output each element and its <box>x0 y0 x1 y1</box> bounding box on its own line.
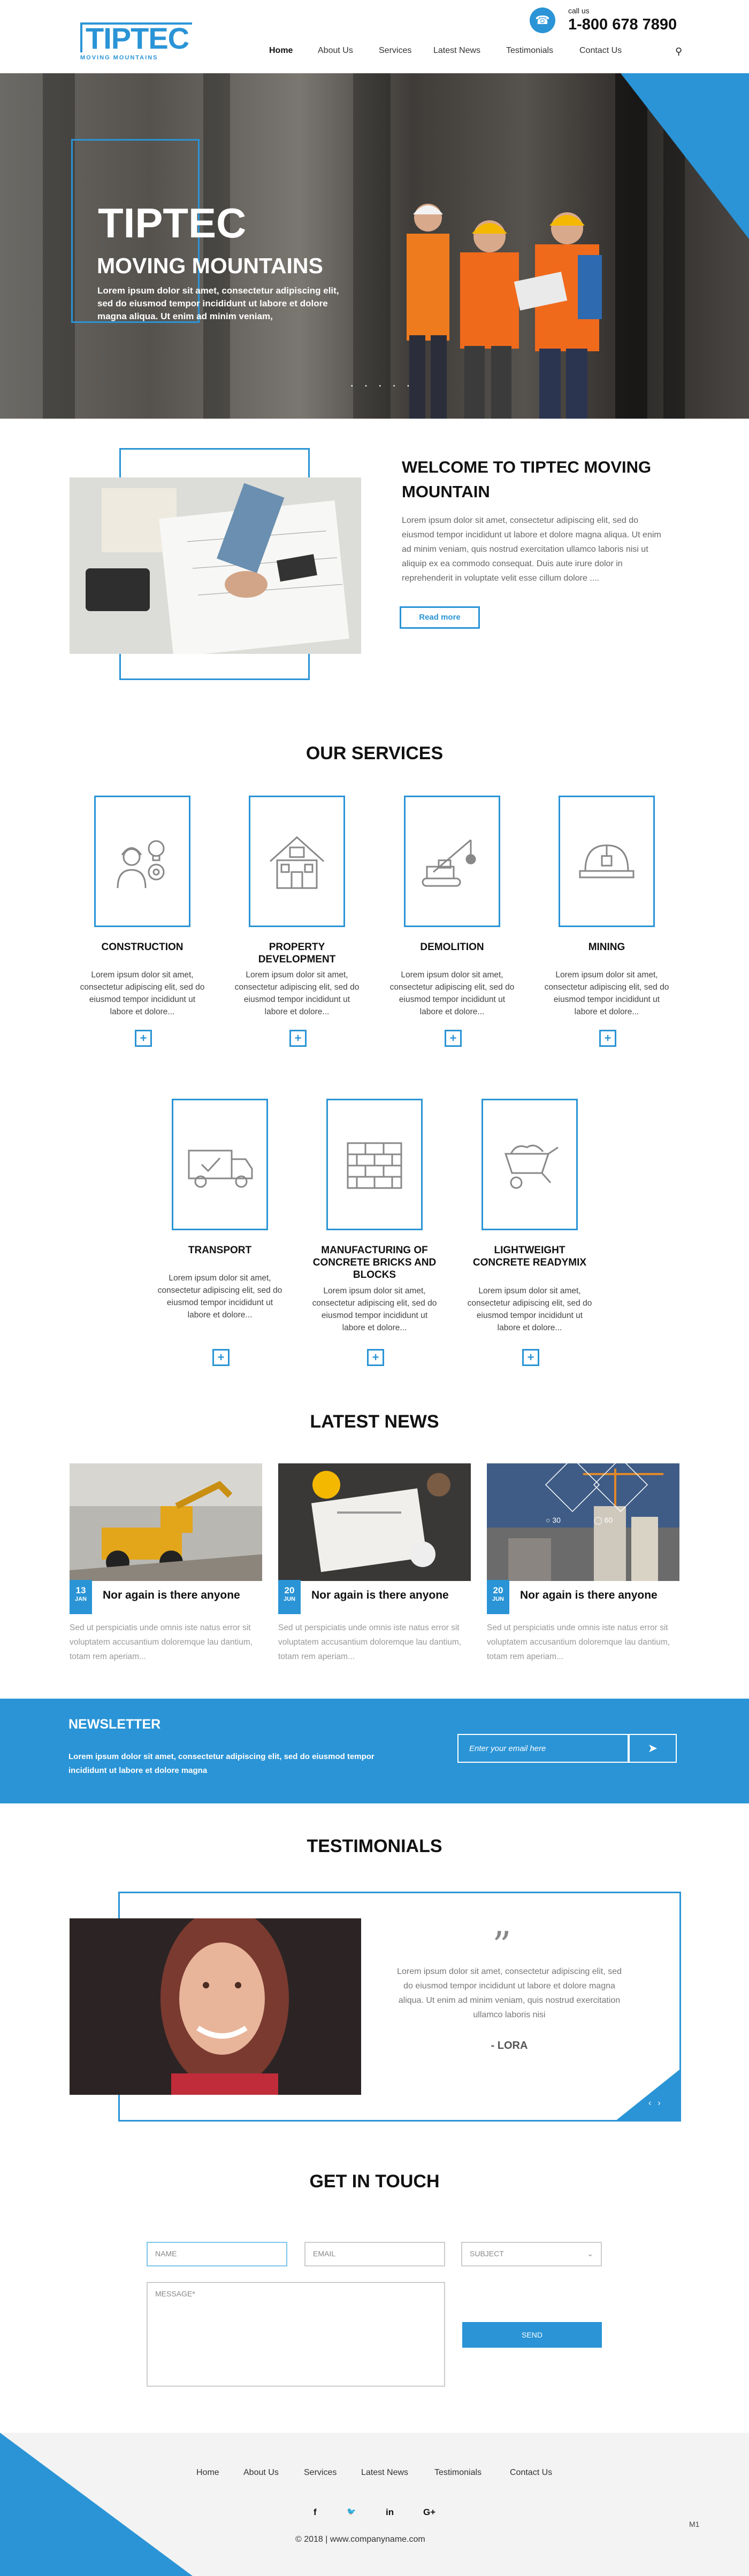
service-title: TRANSPORT <box>188 1245 252 1256</box>
service-more-button[interactable]: + <box>522 1349 539 1366</box>
hero-text: Lorem ipsum dolor sit amet, consectetur adipiscing elit, sed do eiusmod tempor incididunt ut labore et dolore magna aliqua. Ut enim ad minim veniam, <box>97 286 339 321</box>
chevron-down-icon: ⌄ <box>587 2249 593 2258</box>
news-date: 20 JUN <box>487 1580 509 1614</box>
news-date: 20 JUN <box>278 1580 301 1614</box>
testimonial-text: Lorem ipsum dolor sit amet, consectetur adipiscing elit, sed do eiusmod tempor incididunt ut labore et dolore magna aliqua. Ut enim ad minim veniam, quis nostrud exercitation ullamco laboris nisi <box>397 1967 622 2019</box>
footer-corner-accent <box>0 2433 193 2576</box>
linkedin-icon[interactable]: in <box>386 2507 394 2517</box>
search-icon[interactable]: ⚲ <box>675 46 683 57</box>
service-text: Lorem ipsum dolor sit amet, consectetur adipiscing elit, sed do eiusmod tempor incididunt ut labore et dolore... <box>312 1286 437 1332</box>
service-more-button[interactable]: + <box>289 1030 307 1047</box>
nav-services[interactable]: Services <box>379 46 412 55</box>
email-input[interactable]: EMAIL <box>304 2242 445 2266</box>
service-title: MINING <box>588 942 625 953</box>
facebook-icon[interactable]: f <box>314 2507 317 2517</box>
quote-icon: ” <box>492 1924 511 1968</box>
service-title: CONSTRUCTION <box>101 942 184 953</box>
service-text: Lorem ipsum dolor sit amet, consectetur adipiscing elit, sed do eiusmod tempor incididunt ut labore et dolore... <box>157 1274 282 1320</box>
service-more-button[interactable]: + <box>135 1030 152 1047</box>
phone-icon: ☎ <box>530 7 555 33</box>
send-arrow-icon[interactable]: ➤ <box>629 1734 677 1763</box>
welcome-title: WELCOME TO TIPTEC MOVING MOUNTAIN <box>402 458 652 501</box>
service-more-button[interactable]: + <box>212 1349 230 1366</box>
twitter-icon[interactable]: 🐦 <box>347 2507 356 2516</box>
service-text: Lorem ipsum dolor sit amet, consectetur adipiscing elit, sed do eiusmod tempor incididunt ut labore et dolore... <box>80 970 205 1016</box>
comments-icon: ○ 30 <box>546 1516 561 1524</box>
service-title: LIGHTWEIGHT CONCRETE READYMIX <box>472 1245 587 1268</box>
newsletter-section <box>0 1699 749 1803</box>
footer-nav-latest-news[interactable]: Latest News <box>361 2468 409 2477</box>
service-text: Lorem ipsum dolor sit amet, consectetur adipiscing elit, sed do eiusmod tempor incididunt ut labore et dolore... <box>467 1286 592 1332</box>
service-text: Lorem ipsum dolor sit amet, consectetur adipiscing elit, sed do eiusmod tempor incididunt ut labore et dolore... <box>389 970 515 1016</box>
testimonial-corner-accent <box>615 2070 679 2121</box>
construction-icon[interactable] <box>94 796 190 927</box>
testimonial-author: - LORA <box>491 2040 528 2051</box>
footer-nav-home[interactable]: Home <box>196 2468 219 2477</box>
phone-number[interactable]: 1-800 678 7890 <box>568 16 677 33</box>
copyright: © 2018 | www.companyname.com <box>295 2535 425 2544</box>
footer-nav-contact[interactable]: Contact Us <box>510 2468 553 2477</box>
service-text: Lorem ipsum dolor sit amet, consectetur adipiscing elit, sed do eiusmod tempor incididunt ut labore et dolore... <box>234 970 360 1016</box>
newsletter-email-input[interactable] <box>457 1734 629 1763</box>
subject-select[interactable]: SUBJECT ⌄ <box>461 2242 602 2266</box>
news-headline[interactable]: Nor again is there anyone <box>520 1589 658 1601</box>
testimonial-photo <box>70 1918 361 2095</box>
call-label: call us <box>568 6 590 15</box>
next-arrow-icon[interactable]: › <box>658 2099 667 2108</box>
news-excerpt: Sed ut perspiciatis unde omnis iste natus error sit voluptatem accusantium doloremque lau dantium, totam rem aperiam... <box>487 1623 670 1661</box>
news-date: 13 JAN <box>70 1580 92 1614</box>
testimonials-title: TESTIMONIALS <box>307 1836 442 1856</box>
footer-nav-services[interactable]: Services <box>304 2468 337 2477</box>
news-image <box>487 1463 679 1581</box>
service-more-button[interactable]: + <box>367 1349 384 1366</box>
contact-title: GET IN TOUCH <box>309 2171 440 2192</box>
wheelbarrow-icon[interactable] <box>482 1099 578 1230</box>
newsletter-text: Lorem ipsum dolor sit amet, consectetur adipiscing elit, sed do eiusmod tempor incididunt ut labore et dolore magna <box>68 1752 374 1775</box>
news-title: LATEST NEWS <box>310 1412 439 1432</box>
wrecking-ball-icon[interactable] <box>404 796 500 927</box>
service-text: Lorem ipsum dolor sit amet, consectetur adipiscing elit, sed do eiusmod tempor incididunt ut labore et dolore... <box>544 970 669 1016</box>
nav-about[interactable]: About Us <box>318 46 353 55</box>
service-title: DEMOLITION <box>420 942 484 953</box>
likes-icon: ◯ 60 <box>594 1516 613 1524</box>
newsletter-title: NEWSLETTER <box>68 1717 161 1732</box>
slider-dots[interactable]: • • • • • <box>351 383 415 389</box>
read-more-button[interactable]: Read more <box>400 606 480 629</box>
news-image <box>278 1463 471 1581</box>
prev-arrow-icon[interactable]: ‹ <box>648 2099 658 2108</box>
hard-hat-icon[interactable] <box>559 796 655 927</box>
site-footer <box>0 2433 749 2576</box>
welcome-text: Lorem ipsum dolor sit amet, consectetur adipiscing elit, sed do eiusmod tempor incididunt ut labore et dolore magna aliqua. Ut enim ad minim veniam, quis nostrud exercitation ullamco laboris nisi ut aliquip ex ea commodo consequat. Duis aute irure dolor in reprehenderit in voluptate velit esse cillum dolore .... <box>402 516 661 583</box>
construction-workers-image <box>401 175 647 419</box>
service-more-button[interactable]: + <box>445 1030 462 1047</box>
news-excerpt: Sed ut perspiciatis unde omnis iste natus error sit voluptatem accusantium doloremque lau dantium, totam rem aperiam... <box>278 1623 462 1661</box>
site-header <box>0 0 749 73</box>
truck-icon[interactable] <box>172 1099 268 1230</box>
bricks-icon[interactable] <box>326 1099 423 1230</box>
corner-mark: M1 <box>689 2520 700 2528</box>
name-input[interactable]: NAME <box>147 2242 287 2266</box>
message-textarea[interactable]: MESSAGE* <box>147 2282 445 2387</box>
send-button[interactable]: SEND <box>462 2322 602 2348</box>
nav-latest-news[interactable]: Latest News <box>433 46 481 55</box>
footer-nav-about[interactable]: About Us <box>243 2468 279 2477</box>
logo-tagline: MOVING MOUNTAINS <box>80 55 158 61</box>
service-more-button[interactable]: + <box>599 1030 616 1047</box>
house-icon[interactable] <box>249 796 345 927</box>
logo[interactable] <box>80 21 189 64</box>
news-image <box>70 1463 262 1581</box>
news-headline[interactable]: Nor again is there anyone <box>311 1589 449 1601</box>
nav-home[interactable]: Home <box>269 46 293 55</box>
hero-subtitle: MOVING MOUNTAINS <box>97 253 323 278</box>
service-title: PROPERTY DEVELOPMENT <box>258 942 336 965</box>
hero-banner <box>0 73 749 419</box>
nav-contact[interactable]: Contact Us <box>579 46 622 55</box>
google-plus-icon[interactable]: G+ <box>423 2507 436 2517</box>
nav-testimonials[interactable]: Testimonials <box>506 46 554 55</box>
footer-nav-testimonials[interactable]: Testimonials <box>434 2468 482 2477</box>
testimonial-nav <box>648 2099 667 2108</box>
hero-title: TIPTEC <box>98 199 247 246</box>
services-title: OUR SERVICES <box>305 743 444 763</box>
news-excerpt: Sed ut perspiciatis unde omnis iste natus error sit voluptatem accusantium doloremque lau dantium, totam rem aperiam... <box>70 1623 253 1661</box>
logo-wordmark: TIPTEC <box>80 22 192 52</box>
service-title: MANUFACTURING OF CONCRETE BRICKS AND BLOCKS <box>312 1245 437 1281</box>
welcome-image <box>70 477 361 654</box>
news-headline[interactable]: Nor again is there anyone <box>103 1589 240 1601</box>
